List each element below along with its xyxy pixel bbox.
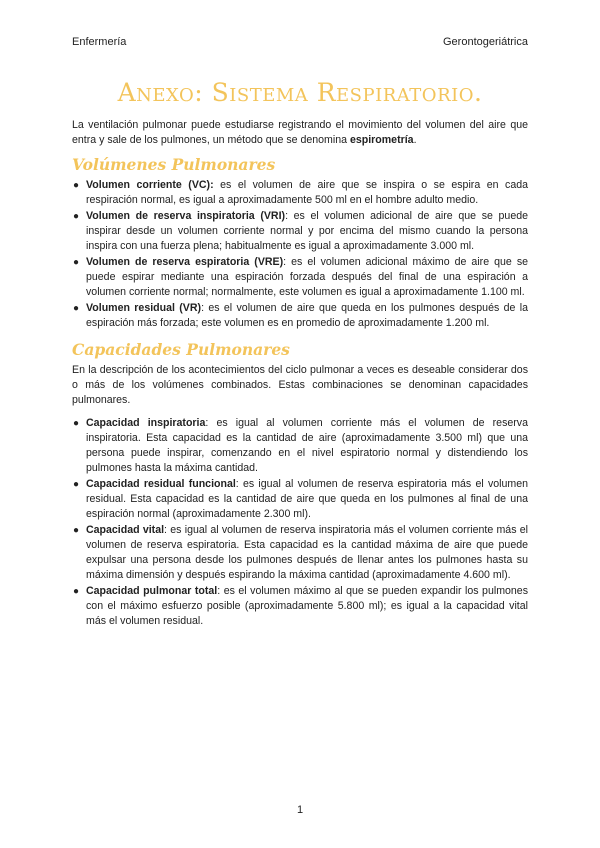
list-item bbox=[72, 477, 528, 522]
header-left: Enfermería bbox=[72, 36, 127, 48]
bullet-icon: ● bbox=[73, 180, 80, 191]
list-item bbox=[72, 209, 528, 254]
bullet-icon: ● bbox=[73, 303, 80, 314]
item-term: Capacidad inspiratoria bbox=[86, 417, 206, 429]
list-item bbox=[72, 416, 528, 476]
item-term: Volumen de reserva inspiratoria (VRI) bbox=[86, 210, 286, 222]
item-term: Volumen corriente (VC): bbox=[86, 179, 214, 191]
item-text: : es igual al volumen de reserva inspiratoria más el volumen corriente más el volumen de reserva espiratoria. Esta capacidad es la cantidad máxima de aire que puede expulsar una persona desde los pulmones después de llenar antes los pulmones hasta su máxima dimensión y después espirando la máxima cantidad (aproximadamente 4.600 ml). bbox=[86, 524, 529, 581]
item-term: Capacidad pulmonar total bbox=[86, 585, 218, 597]
intro-end: . bbox=[413, 134, 417, 146]
intro-bold-term: espirometría bbox=[349, 134, 414, 146]
page-header bbox=[72, 36, 528, 52]
volumenes-list bbox=[72, 178, 528, 331]
item-text: : es el volumen adicional máximo de aire que se puede espirar mediante una espiración forzada después del final de una espiración a volumen corriente normal; normalmente, este volumen es igual a aproximadamente 1.100 ml. bbox=[86, 256, 529, 298]
bullet-icon: ● bbox=[73, 257, 80, 268]
item-text: es el volumen de aire que se inspira o se espira en cada respiración normal, es igual a aproximadamente 500 ml en el hombre adulto medio. bbox=[86, 179, 529, 206]
list-item bbox=[72, 301, 528, 331]
item-term: Capacidad residual funcional bbox=[86, 478, 236, 490]
list-item bbox=[72, 178, 528, 208]
capacidades-list bbox=[72, 416, 528, 629]
intro-text: La ventilación pulmonar puede estudiarse registrando el movimiento del volumen del aire que entra y sale de los pulmones, un método que se denomina bbox=[72, 119, 528, 146]
item-term: Volumen residual (VR) bbox=[86, 302, 202, 314]
bullet-icon: ● bbox=[73, 525, 80, 536]
page-number: 1 bbox=[296, 804, 304, 816]
item-term: Volumen de reserva espiratoria (VRE) bbox=[86, 256, 284, 268]
bullet-icon: ● bbox=[73, 418, 80, 429]
item-term: Capacidad vital bbox=[86, 524, 165, 536]
header-right: Gerontogeriátrica bbox=[443, 36, 528, 48]
item-text: : es el volumen máximo al que se pueden expandir los pulmones con el máximo esfuerzo posible (aproximadamente 5.800 ml); es igual a la capacidad vital más el volumen residual. bbox=[86, 585, 528, 627]
item-text: : es igual al volumen corriente más el volumen de reserva inspiratoria. Esta capacidad es la cantidad de aire (aproximadamente 3.500 ml) que una persona puede inspirar, comenzando en el nivel espiratorio normal y distendiendo los pulmones hasta la máxima cantidad. bbox=[86, 417, 528, 474]
document-body bbox=[72, 118, 528, 629]
intro-paragraph bbox=[72, 118, 528, 148]
list-item bbox=[72, 255, 528, 300]
page-title: Anexo: Sistema Respiratorio. bbox=[117, 78, 483, 107]
item-text: : es el volumen de aire que queda en los pulmones después de la espiración más forzada; este volumen es en promedio de aproximadamente 1.200 ml. bbox=[86, 302, 529, 329]
item-text: : es el volumen adicional de aire que se puede inspirar desde un volumen corriente normal y por encima del mismo cuando la persona inspira con una fuerza plena; habitualmente es igual a aproximadamente 3.000 ml. bbox=[86, 210, 528, 252]
bullet-icon: ● bbox=[73, 211, 80, 222]
volumenes-heading: Volúmenes Pulmonares bbox=[72, 155, 276, 174]
item-text: : es igual al volumen de reserva espiratoria más el volumen residual. Esta capacidad es la cantidad de aire que queda en los pulmones al final de una espiración normal (aproximadamente 2.300 ml). bbox=[86, 478, 529, 520]
list-item bbox=[72, 584, 528, 629]
capacidades-intro: En la descripción de los acontecimientos del ciclo pulmonar a veces es deseable considerar dos o más de los volúmenes combinados. Estas combinaciones se denominan capacidades pulmonares. bbox=[72, 364, 528, 406]
capacidades-heading: Capacidades Pulmonares bbox=[72, 340, 290, 359]
bullet-icon: ● bbox=[73, 479, 80, 490]
list-item bbox=[72, 523, 528, 583]
bullet-icon: ● bbox=[73, 586, 80, 597]
